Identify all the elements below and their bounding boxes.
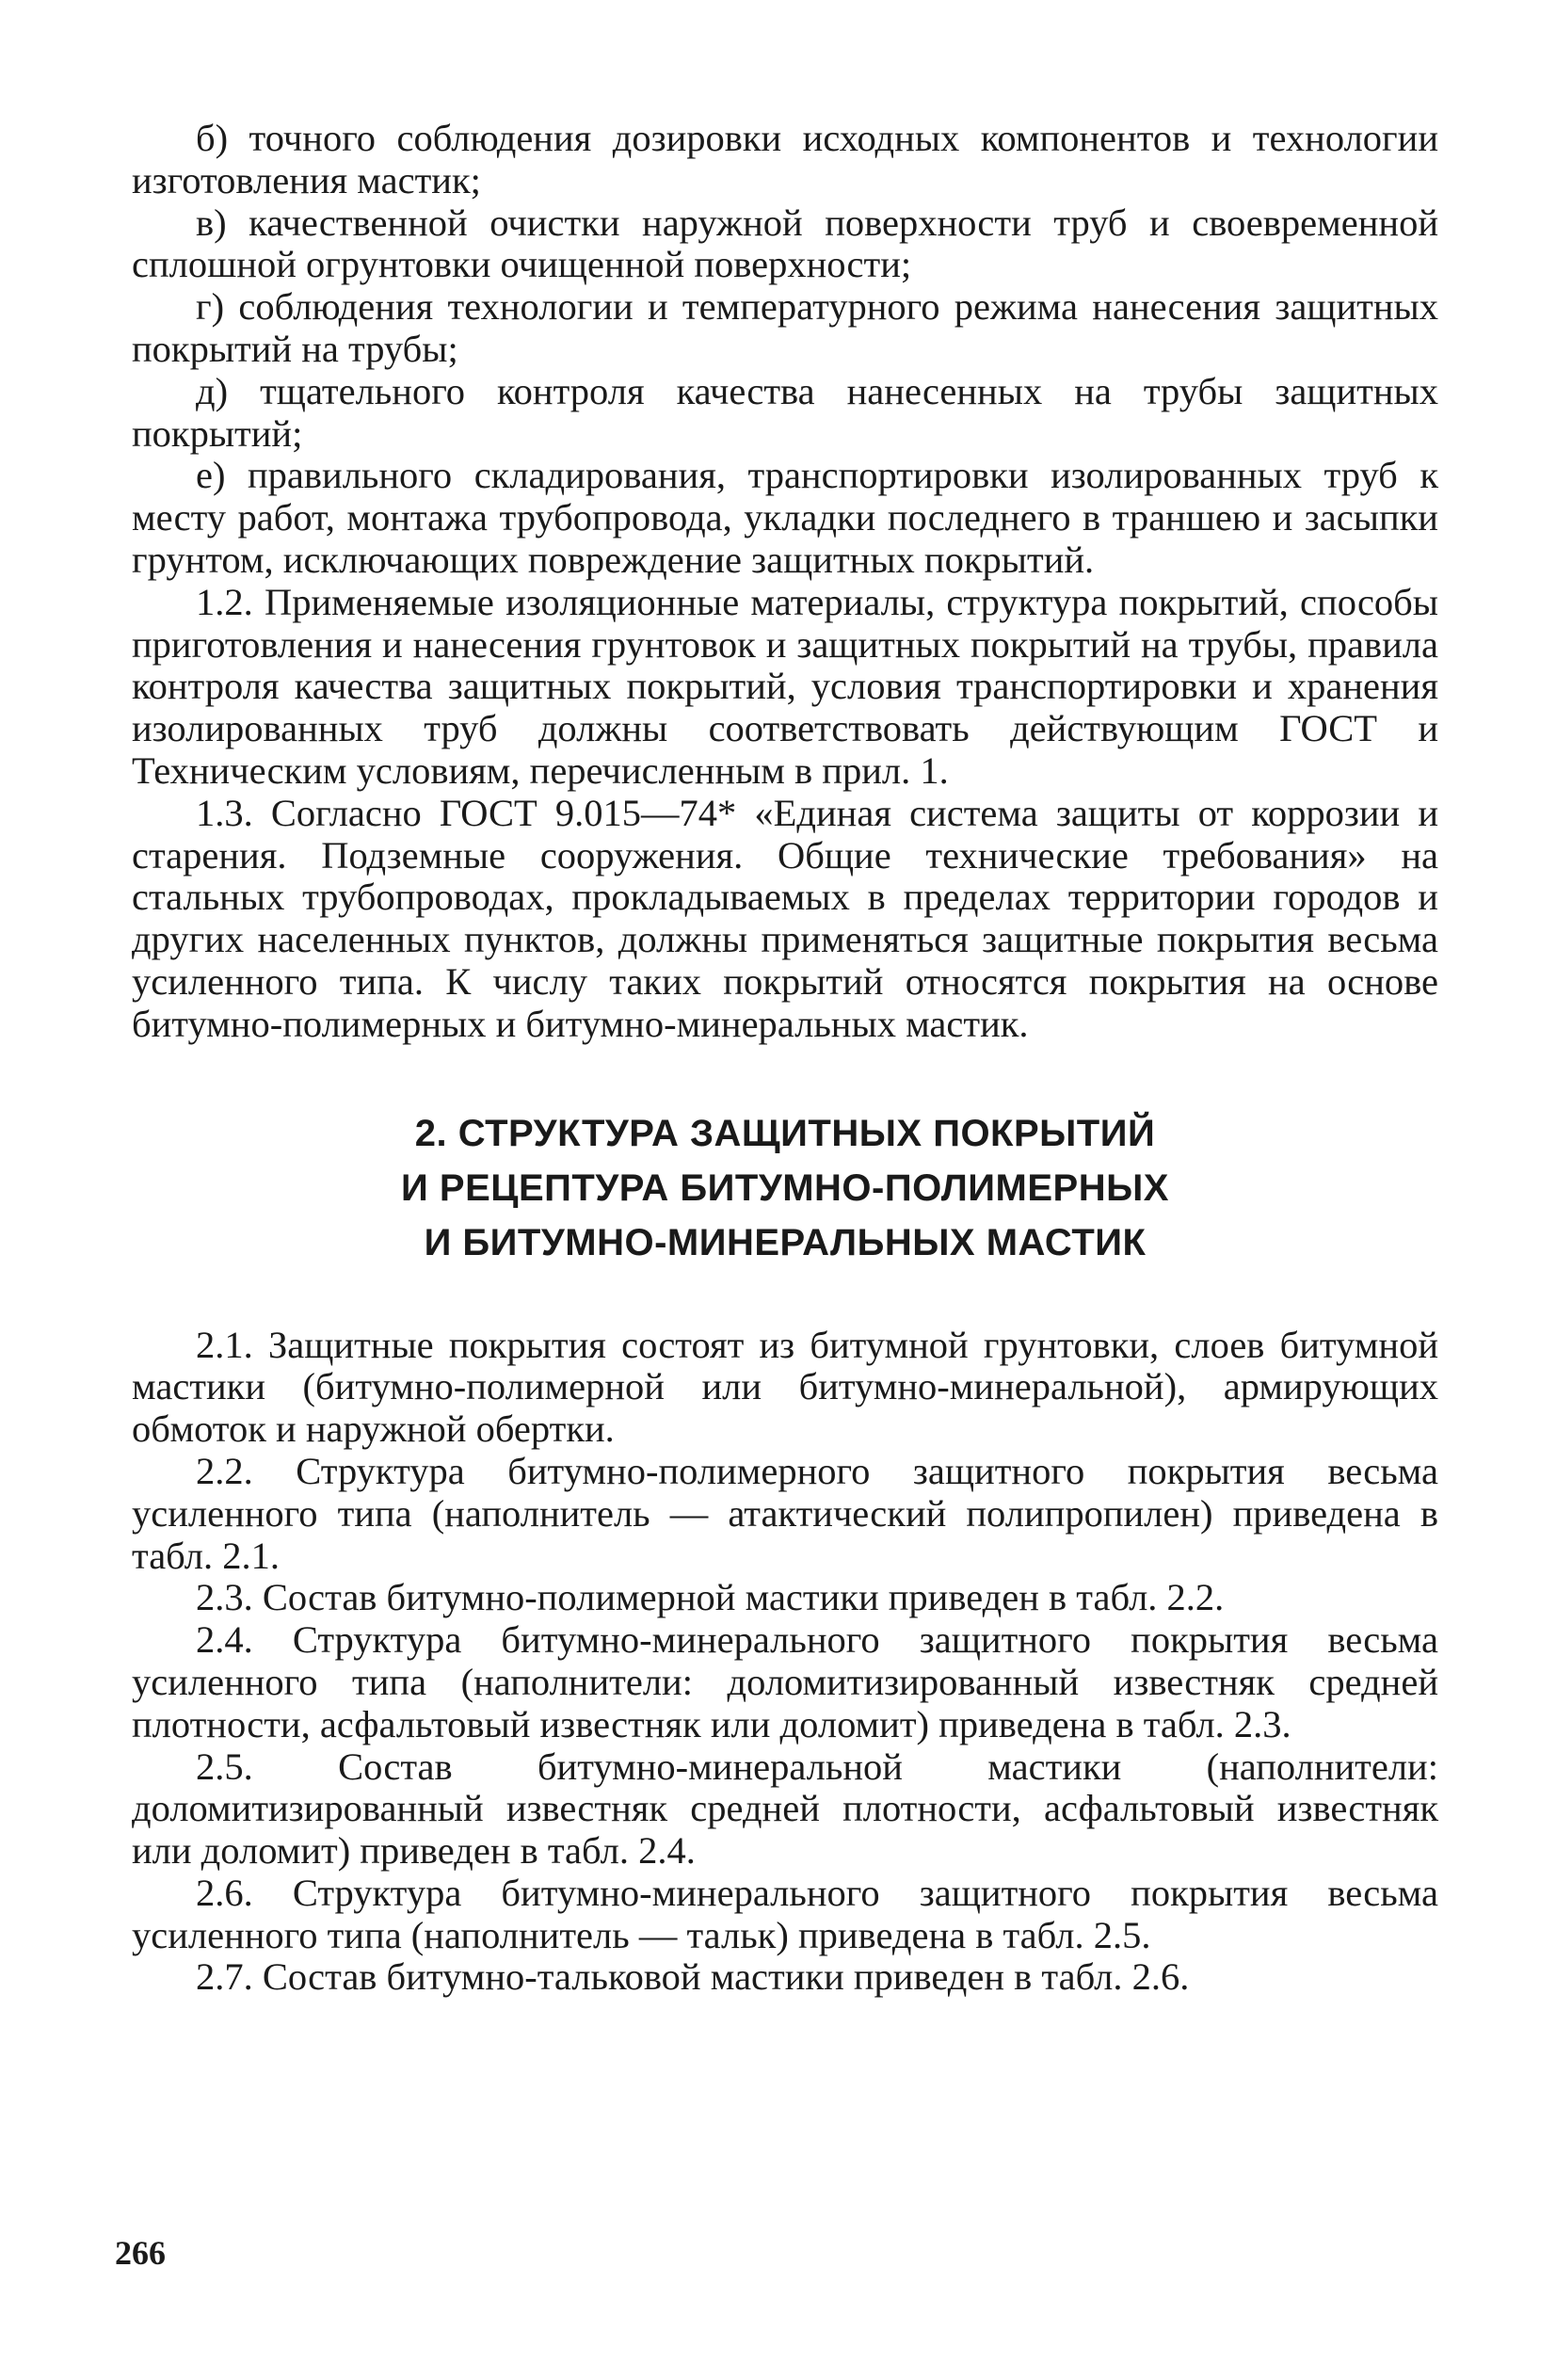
paragraph-2-1: 2.1. Защитные покрытия состоят из битумной грунтовки, слоев битумной мастики (битумно-полимерной или битумно-минеральной), армирующих обмоток и наружной обертки.	[132, 1323, 1438, 1451]
paragraph-2-4: 2.4. Структура битумно-минерального защитного покрытия весьма усиленного типа (наполнители: доломитизированный известняк средней плотности, асфальтовый известняк или доломит) приведена в табл. 2.3.	[132, 1618, 1438, 1745]
paragraph-2-7: 2.7. Состав битумно-тальковой мастики приведен в табл. 2.6.	[196, 1955, 1190, 1999]
paragraph-1-3: 1.3. Согласно ГОСТ 9.015—74* «Единая система защиты от коррозии и старения. Подземные сооружения. Общие технические требования» на стальных трубопроводах, прокладываемых в пределах территории городов и других населенных пунктов, должны применяться защитные покрытия весьма усиленного типа. К числу таких покрытий относятся покрытия на основе битумно-полимерных и битумно-минеральных мастик.	[132, 791, 1438, 1045]
paragraph-item-e: е) правильного складирования, транспортировки изолированных труб к месту работ, монтажа трубопровода, укладки последнего в траншею и засыпки грунтом, исключающих повреждение защитных покрытий.	[132, 454, 1438, 581]
page-body	[132, 118, 1438, 1999]
paragraph-item-d: д) тщательного контроля качества нанесенных на трубы защитных покрытий;	[132, 369, 1438, 455]
paragraph-item-b: б) точного соблюдения дозировки исходных компонентов и технологии изготовления мастик;	[132, 117, 1438, 201]
section-heading-line-1: 2. СТРУКТУРА ЗАЩИТНЫХ ПОКРЫТИЙ	[414, 1112, 1156, 1154]
paragraph-1-2: 1.2. Применяемые изоляционные материалы, структура покрытий, способы приготовления и нанесения грунтовок и защитных покрытий на трубы, правила контроля качества защитных покрытий, условия транспортировки и хранения изолированных труб должны соответствовать действующим ГОСТ и Техническим условиям, перечисленным в прил. 1.	[132, 580, 1438, 792]
page-number: 266	[115, 2234, 166, 2272]
paragraph-2-2: 2.2. Структура битумно-полимерного защитного покрытия весьма усиленного типа (наполнитель — атактический полипропилен) приведена в табл. 2.1.	[132, 1449, 1438, 1577]
paragraph-2-6: 2.6. Структура битумно-минерального защитного покрытия весьма усиленного типа (наполнитель — тальк) приведена в табл. 2.5.	[132, 1871, 1438, 1956]
paragraph-2-5: 2.5. Состав битумно-минеральной мастики (наполнители: доломитизированный известняк средней плотности, асфальтовый известняк или доломит) приведен в табл. 2.4.	[132, 1745, 1438, 1873]
paragraph-item-g: г) соблюдения технологии и температурного режима нанесения защитных покрытий на трубы;	[132, 285, 1438, 370]
section-heading	[132, 1106, 1438, 1270]
section-heading-line-2: И РЕЦЕПТУРА БИТУМНО-ПОЛИМЕРНЫХ	[401, 1166, 1169, 1209]
paragraph-2-3: 2.3. Состав битумно-полимерной мастики приведен в табл. 2.2.	[196, 1576, 1225, 1619]
section-heading-line-3: И БИТУМНО-МИНЕРАЛЬНЫХ МАСТИК	[424, 1221, 1147, 1263]
paragraph-item-v: в) качественной очистки наружной поверхности труб и своевременной сплошной огрунтовки очищенной поверхности;	[132, 201, 1438, 286]
